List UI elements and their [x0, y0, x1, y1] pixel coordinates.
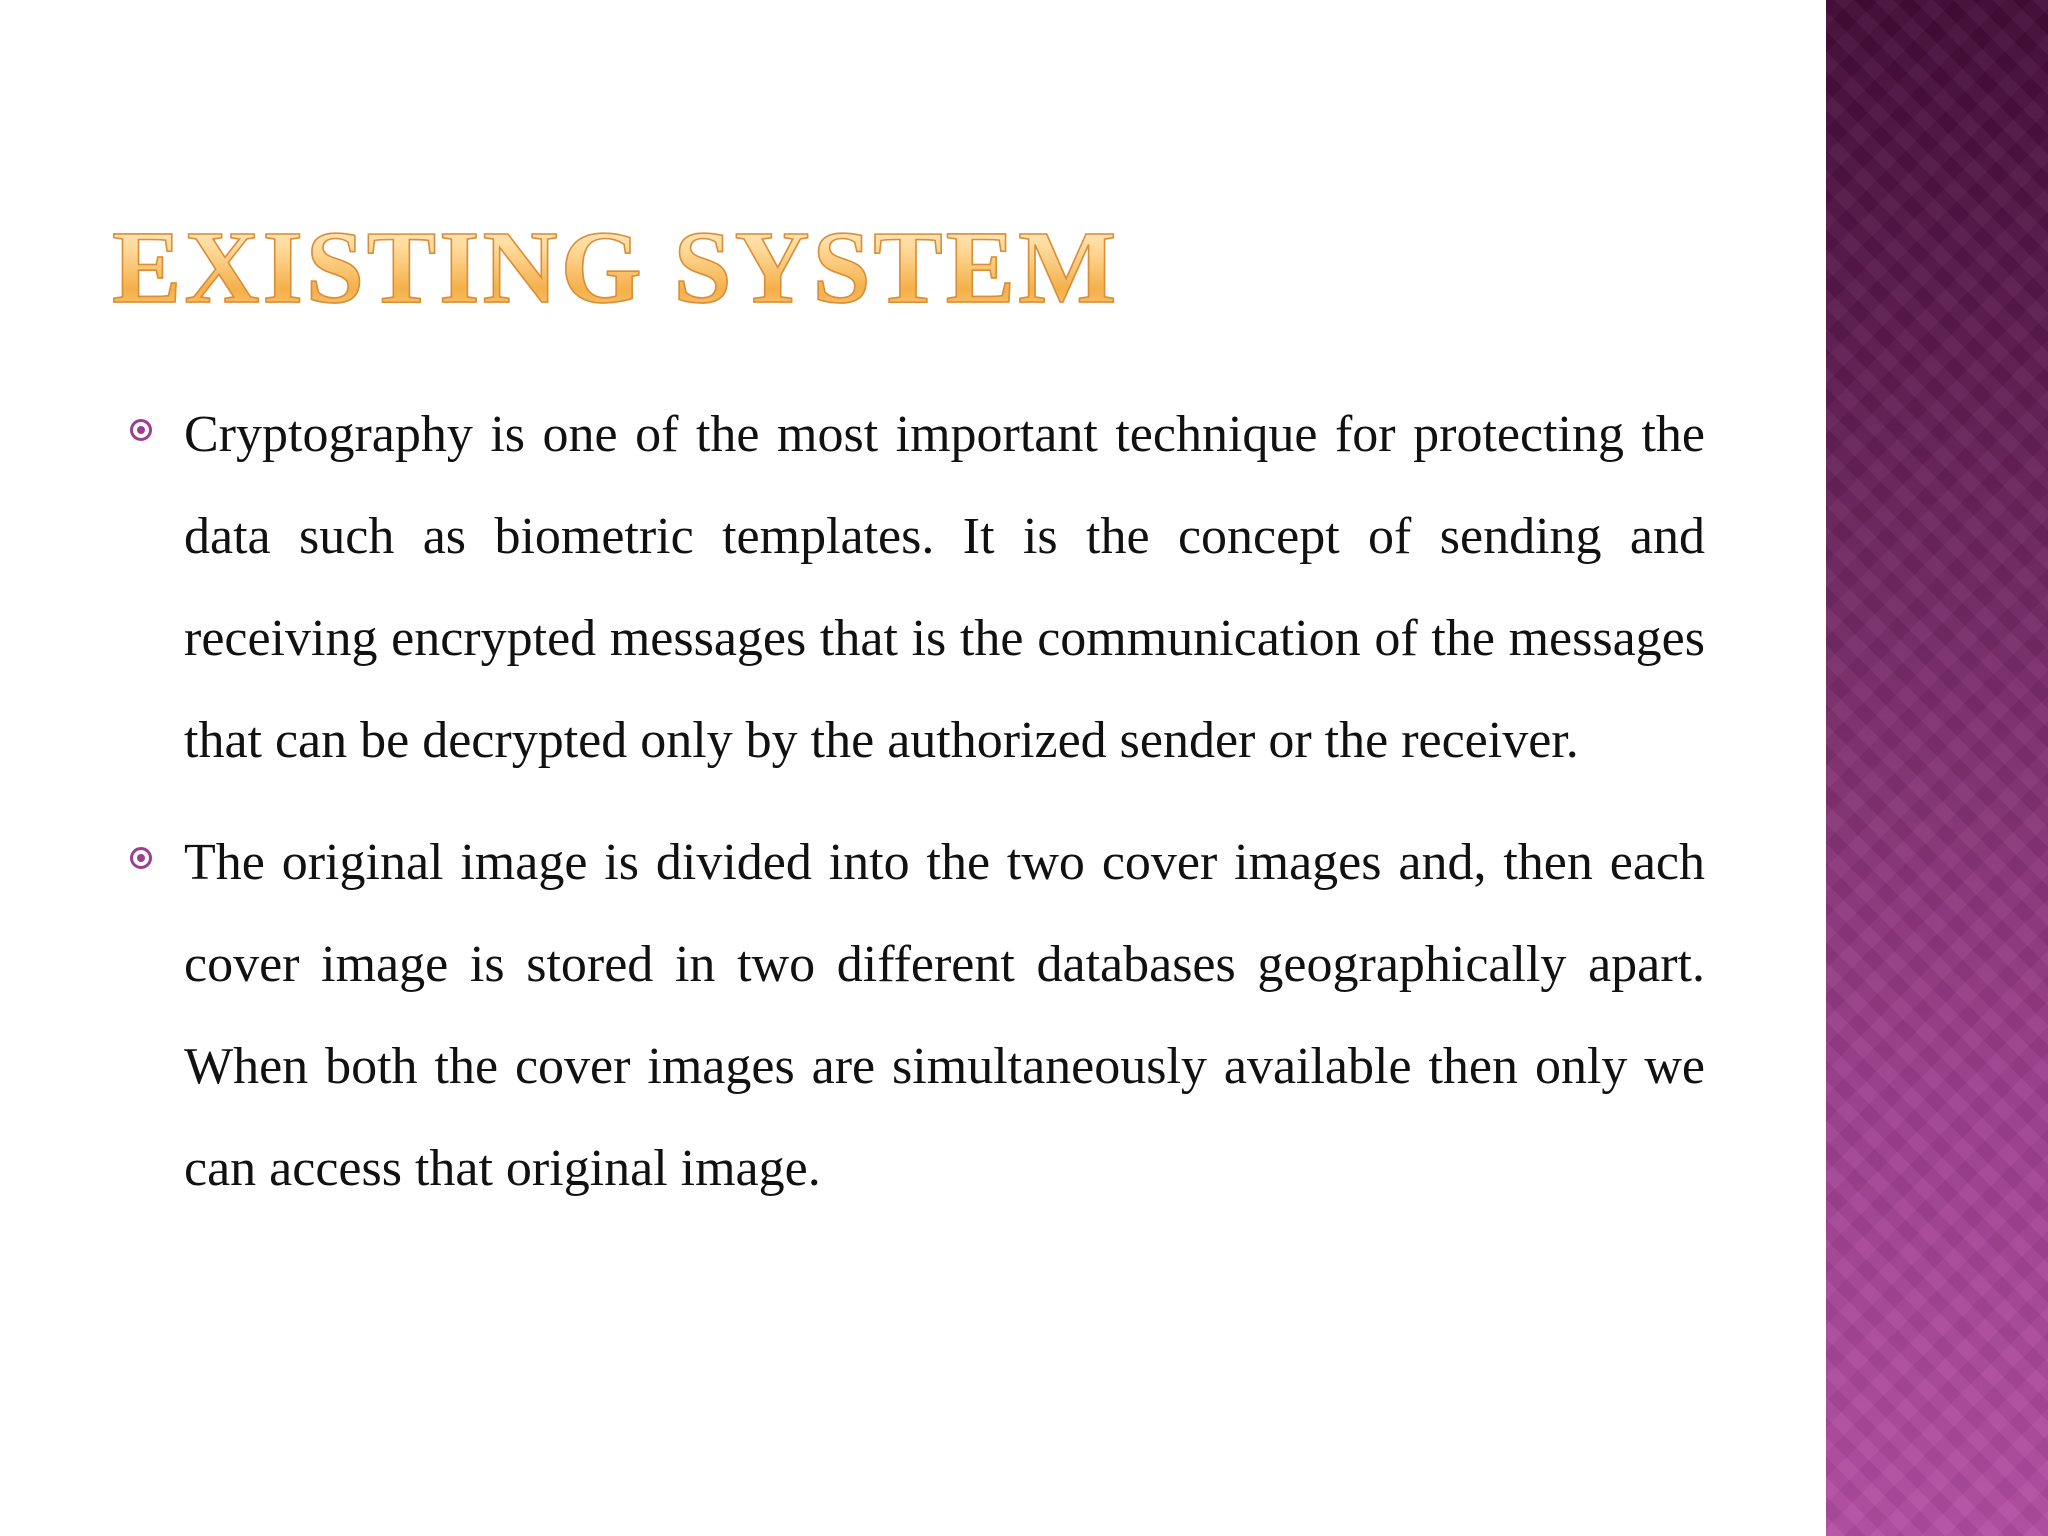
bullet-list — [130, 384, 1705, 1240]
circle-bullet-icon — [130, 847, 152, 869]
bullet-text: The original image is divided into the two cover images and, then each cover image is stored in two different databases geographically apart. When both the cover images are simultaneously available then only we can access that original image. — [184, 834, 1705, 1197]
bullet-item-2 — [130, 812, 1705, 1220]
decorative-side-band — [1826, 0, 2048, 1536]
bullet-item-1 — [130, 384, 1705, 792]
circle-bullet-icon — [130, 419, 152, 441]
slide-title: EXISTING SYSTEM — [112, 208, 1119, 328]
bullet-text: Cryptography is one of the most important technique for protecting the data such as biometric templates. It is the concept of sending and receiving encrypted messages that is the communication of the messages that can be decrypted only by the authorized sender or the receiver. — [184, 406, 1705, 769]
